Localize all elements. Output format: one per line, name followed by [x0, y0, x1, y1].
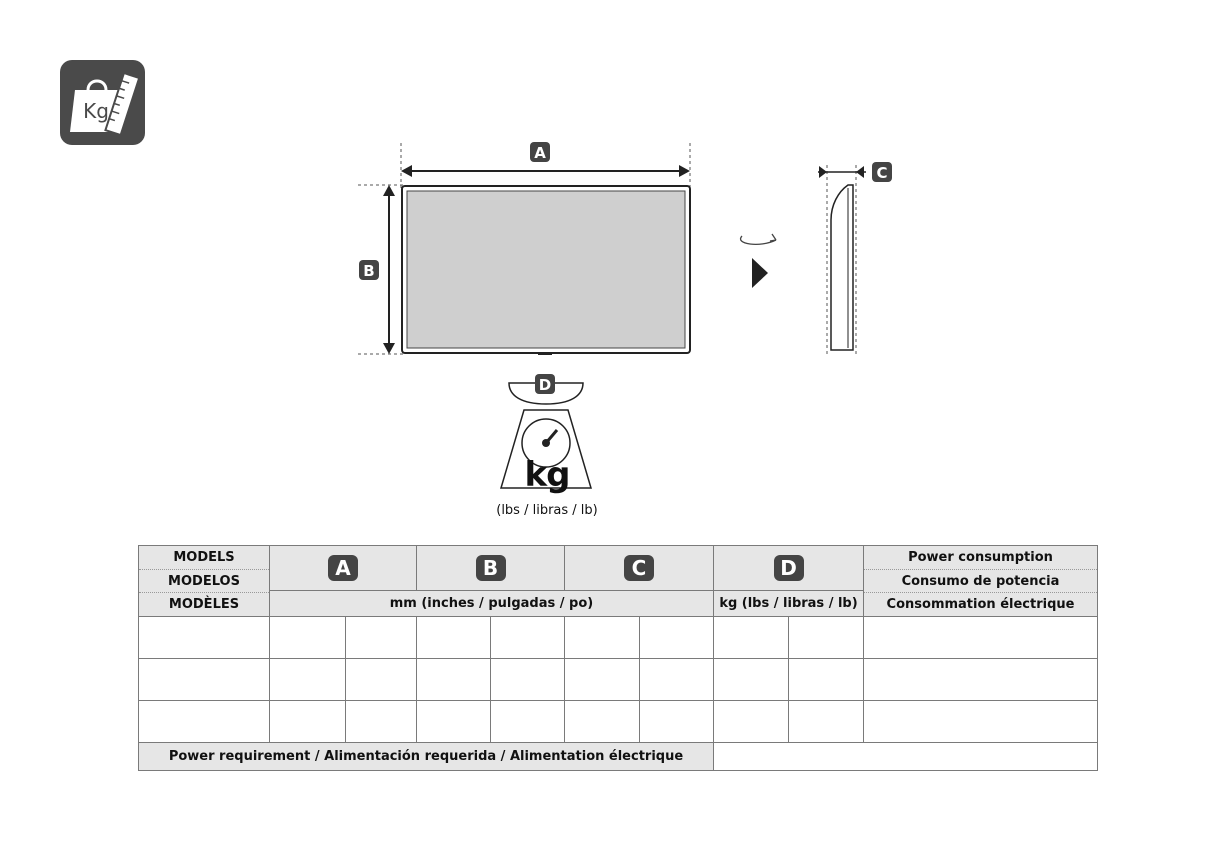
- dimension-a-badge: [530, 142, 550, 162]
- models-header: MODELS MODELOS MODÈLES: [139, 546, 270, 617]
- rotate-icon: [741, 234, 776, 244]
- header-d: D: [714, 546, 864, 591]
- power-requirement-value: [714, 743, 1098, 771]
- weight-unit-sub-label: (lbs / libras / lb): [496, 503, 598, 518]
- arrow-right-icon: [752, 258, 768, 288]
- dimension-unit-header: mm (inches / pulgadas / po): [270, 591, 714, 617]
- weight-unit-label: kg: [524, 455, 570, 495]
- power-requirement-label: Power requirement / Alimentación requerida / Alimentation électrique: [139, 743, 714, 771]
- tv-side: [831, 185, 853, 350]
- header-a: A: [270, 546, 417, 591]
- dimension-c-badge: [872, 162, 892, 182]
- tv-front: [402, 186, 690, 355]
- header-c: C: [565, 546, 714, 591]
- svg-text:D: D: [538, 376, 552, 394]
- svg-text:Kg: Kg: [83, 99, 109, 123]
- svg-text:C: C: [876, 164, 888, 182]
- header-b: B: [417, 546, 565, 591]
- svg-text:A: A: [534, 144, 546, 162]
- spec-table: [138, 545, 1098, 771]
- dimension-b-badge: [359, 260, 379, 280]
- table-row: [139, 617, 1098, 659]
- power-consumption-header: Power consumption Consumo de potencia Consommation électrique: [864, 546, 1098, 617]
- dimension-d-badge: [535, 374, 555, 394]
- svg-text:B: B: [363, 262, 375, 280]
- weight-unit-header: kg (lbs / libras / lb): [714, 591, 864, 617]
- table-row: [139, 659, 1098, 701]
- table-row: [139, 701, 1098, 743]
